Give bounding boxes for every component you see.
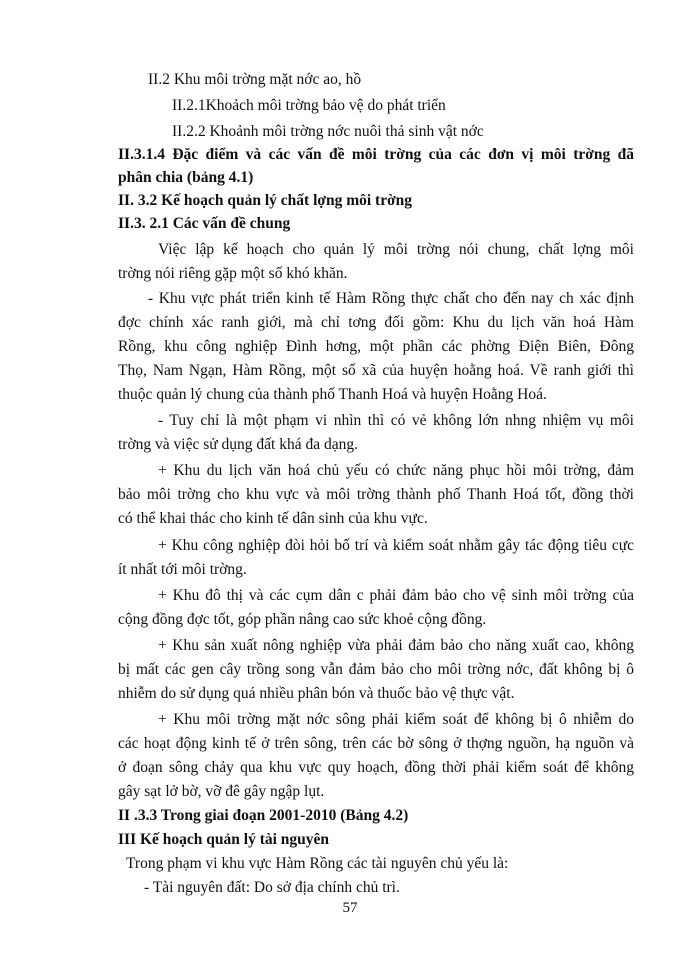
paragraph-line: Việc lập kế hoạch cho quản lý môi trờng nói chung, chất lợng môi (158, 241, 634, 258)
paragraph-line: + Khu du lịch văn hoá chủ yếu có chức năng phục hồi môi trờng, đảm (158, 462, 634, 479)
heading-ii-2: II.2 Khu môi trờng mặt nớc ao, hồ (148, 71, 362, 88)
heading-ii-3-1-4: II.3.1.4 Đặc điểm và các vấn đề môi trờng của các đơn vị môi trờng đã (118, 146, 634, 163)
paragraph-line: trờng nói riêng gặp một số khó khăn. (118, 265, 348, 282)
heading-ii-3-3: II .3.3 Trong giai đoạn 2001-2010 (Bảng 4.2) (118, 807, 409, 824)
paragraph-line: - Tuy chỉ là một phạm vi nhìn thì có vẻ không lớn nhng nhiệm vụ môi (158, 412, 634, 429)
paragraph-line: đợc chính xác ranh giới, mà chỉ tơng đối gồm: Khu du lịch văn hoá Hàm (118, 314, 634, 331)
heading-ii-3-1-4-cont: phân chia (bảng 4.1) (118, 169, 254, 186)
paragraph-line: gây sạt lở bờ, vỡ đê gây ngập lụt. (118, 783, 325, 800)
paragraph-line: Rồng, khu công nghiệp Đình hơng, một phần các phờng Điện Biên, Đông (118, 338, 634, 355)
paragraph-line: có thể khai thác cho kinh tế dân sinh của khu vực. (118, 510, 428, 527)
heading-iii: III Kế hoạch quản lý tài nguyên (118, 831, 330, 848)
paragraph-line: Thọ, Nam Ngạn, Hàm Rồng, một số xã của huyện hoằng hoá. Về ranh giới thì (118, 362, 634, 379)
paragraph-line: cộng đồng đợc tốt, góp phần nâng cao sức khoẻ cộng đồng. (118, 611, 487, 628)
paragraph-line: + Khu sản xuất nông nghiệp vừa phải đảm bảo cho năng xuất cao, không (158, 637, 634, 654)
paragraph-line: thuộc quản lý chung của thành phố Thanh Hoá và huyện Hoằng Hoá. (118, 386, 547, 403)
paragraph-line: + Khu đô thị và các cụm dân c phải đảm bảo cho vệ sinh môi trờng của (158, 587, 634, 604)
heading-ii-3-2: II. 3.2 Kế hoạch quản lý chất lợng môi trờng (118, 192, 413, 209)
paragraph-line: nhiễm do sử dụng quá nhiều phân bón và thuốc bảo vệ thực vật. (118, 685, 515, 702)
paragraph-line: trờng và việc sử dụng đất khá đa dạng. (118, 436, 358, 453)
heading-ii-3-2-1: II.3. 2.1 Các vấn đề chung (118, 215, 291, 232)
paragraph-line: + Khu môi trờng mặt nớc sông phải kiểm soát để không bị ô nhiễm do (158, 711, 634, 728)
page-number: 57 (342, 900, 358, 916)
heading-ii-2-2: II.2.2 Khoảnh môi trờng nớc nuôi thả sinh vật nớc (172, 123, 484, 140)
paragraph-line: - Tài nguyên đất: Do sở địa chính chủ trì. (144, 879, 400, 896)
paragraph-line: - Khu vực phát triển kinh tế Hàm Rồng thực chất cho đến nay ch xác định (148, 290, 634, 307)
paragraph-line: các hoạt động kinh tế ở trên sông, trên các bờ sông ở thợng nguồn, hạ nguồn và (118, 735, 634, 752)
paragraph-line: bị mất các gen cây trồng song vẫn đảm bảo cho môi trờng nớc, đất không bị ô (118, 661, 634, 678)
heading-ii-2-1: II.2.1Khoảch môi trờng bảo vệ do phát triển (172, 97, 446, 114)
paragraph-line: + Khu công nghiệp đòi hỏi bố trí và kiểm soát nhằm gây tác động tiêu cực (158, 537, 634, 554)
paragraph-line: Trong phạm vi khu vực Hàm Rồng các tài nguyên chủ yếu là: (126, 855, 509, 872)
paragraph-line: ở đoạn sông chảy qua khu vực quy hoạch, đồng thời phải kiểm soát để không (118, 759, 634, 776)
paragraph-line: bảo môi trờng cho khu vực và môi trờng thành phố Thanh Hoá tốt, đồng thời (118, 486, 634, 503)
paragraph-line: ít nhất tới môi trờng. (118, 561, 247, 578)
